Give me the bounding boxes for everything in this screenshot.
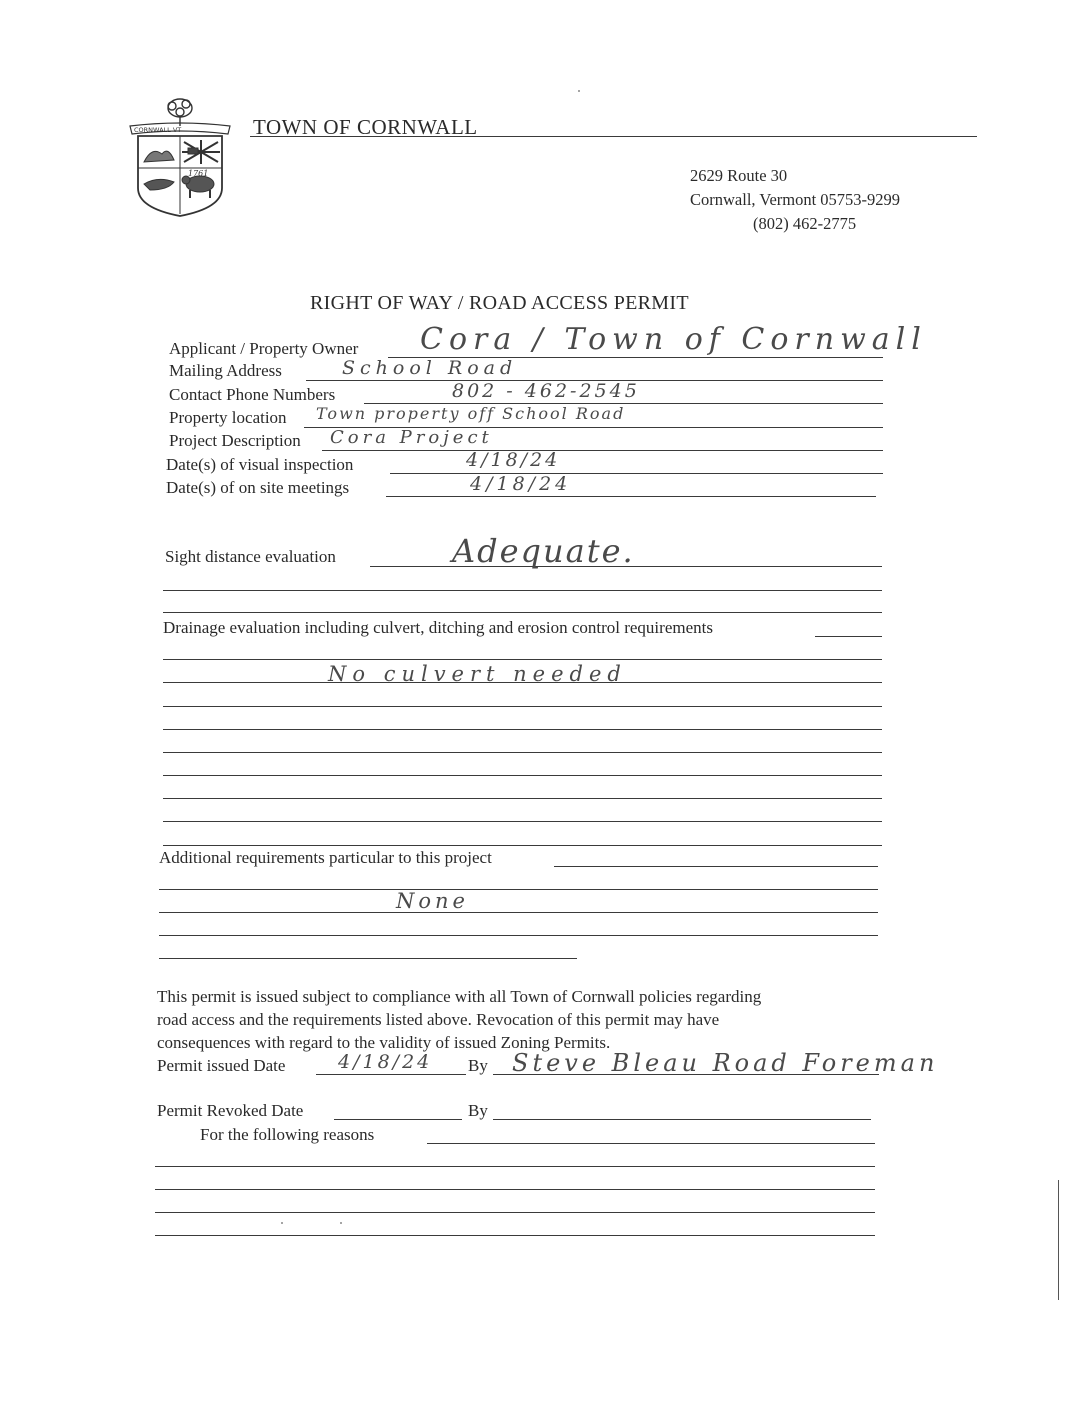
drainage-value[interactable]: No culvert needed (328, 662, 627, 686)
svg-text:1761: 1761 (188, 169, 209, 178)
additional-line-1 (554, 866, 878, 867)
revoked-reasons-line-1 (427, 1143, 875, 1144)
sight-distance-label: Sight distance evaluation (165, 547, 336, 566)
permit-revoked-by-label: By (468, 1101, 488, 1120)
additional-label: Additional requirements particular to this project (159, 848, 492, 867)
sight-distance-line-3 (163, 612, 882, 613)
visual-inspection-value[interactable]: 4/18/24 (466, 449, 561, 471)
form-title: RIGHT OF WAY / ROAD ACCESS PERMIT (310, 292, 689, 314)
property-location-label: Property location (169, 408, 287, 427)
visual-inspection-label: Date(s) of visual inspection (166, 455, 354, 474)
scan-speck (578, 90, 580, 92)
revoked-reasons-line-5 (155, 1235, 875, 1236)
mailing-address-label: Mailing Address (169, 361, 282, 380)
compliance-line-2: road access and the requirements listed above. Revocation of this permit may have (157, 1010, 720, 1029)
town-seal-icon (128, 96, 232, 218)
scan-speck (340, 1222, 342, 1224)
drainage-line-4 (163, 706, 882, 707)
permit-issued-by-value[interactable]: Steve Bleau Road Foreman (512, 1049, 939, 1077)
site-meetings-value[interactable]: 4/18/24 (470, 473, 572, 495)
permit-issued-by-label: By (468, 1056, 488, 1075)
drainage-line-7 (163, 775, 882, 776)
site-meetings-label: Date(s) of on site meetings (166, 478, 350, 497)
address-line-1: 2629 Route 30 (690, 166, 788, 185)
site-meetings-line (386, 496, 876, 497)
compliance-line-3: consequences with regard to the validity of issued Zoning Permits. (157, 1033, 611, 1052)
revoked-reasons-line-4 (155, 1212, 875, 1213)
svg-text:CORNWALL VT: CORNWALL VT (134, 126, 182, 134)
town-name: TOWN OF CORNWALL (253, 115, 478, 139)
permit-revoked-date-line (334, 1119, 462, 1120)
drainage-label: Drainage evaluation including culvert, ditching and erosion control requirements (163, 618, 713, 637)
permit-issued-date-line (316, 1074, 466, 1075)
compliance-line-1: This permit is issued subject to compliance with all Town of Cornwall policies regarding (157, 987, 762, 1006)
revoked-reasons-label: For the following reasons (200, 1125, 375, 1144)
project-description-line (322, 450, 883, 451)
property-location-value[interactable]: Town property off School Road (316, 404, 626, 423)
additional-line-3 (159, 912, 878, 913)
permit-revoked-by-line (493, 1119, 871, 1120)
drainage-line-5 (163, 729, 882, 730)
additional-value[interactable]: None (396, 889, 469, 913)
project-description-value[interactable]: Cora Project (330, 427, 493, 448)
town-phone: (802) 462-2775 (753, 214, 857, 233)
drainage-line-10 (163, 845, 882, 846)
additional-line-5 (159, 958, 577, 959)
address-line-2: Cornwall, Vermont 05753-9299 (690, 190, 901, 209)
contact-phone-value[interactable]: 802 - 462-2545 (452, 380, 640, 402)
permit-issued-label: Permit issued Date (157, 1056, 286, 1075)
drainage-line-8 (163, 798, 882, 799)
revoked-reasons-line-3 (155, 1189, 875, 1190)
sight-distance-value[interactable]: Adequate. (452, 532, 635, 570)
contact-phone-label: Contact Phone Numbers (169, 385, 336, 404)
drainage-line-6 (163, 752, 882, 753)
applicant-value[interactable]: Cora / Town of Cornwall (420, 322, 927, 357)
permit-revoked-label: Permit Revoked Date (157, 1101, 304, 1120)
drainage-line-9 (163, 821, 882, 822)
applicant-label: Applicant / Property Owner (169, 339, 359, 358)
drainage-line-3 (163, 682, 882, 683)
permit-issued-date[interactable]: 4/18/24 (338, 1051, 433, 1073)
visual-inspection-line (390, 473, 883, 474)
header-rule (250, 136, 977, 137)
sight-distance-line-2 (163, 590, 882, 591)
scan-speck (281, 1222, 283, 1224)
additional-line-4 (159, 935, 878, 936)
drainage-line-2 (163, 659, 882, 660)
drainage-line-1 (815, 636, 882, 637)
mailing-address-value[interactable]: School Road (342, 357, 518, 379)
project-description-label: Project Description (169, 431, 301, 450)
additional-line-2 (159, 889, 878, 890)
scan-edge-mark (1058, 1180, 1059, 1300)
revoked-reasons-line-2 (155, 1166, 875, 1167)
